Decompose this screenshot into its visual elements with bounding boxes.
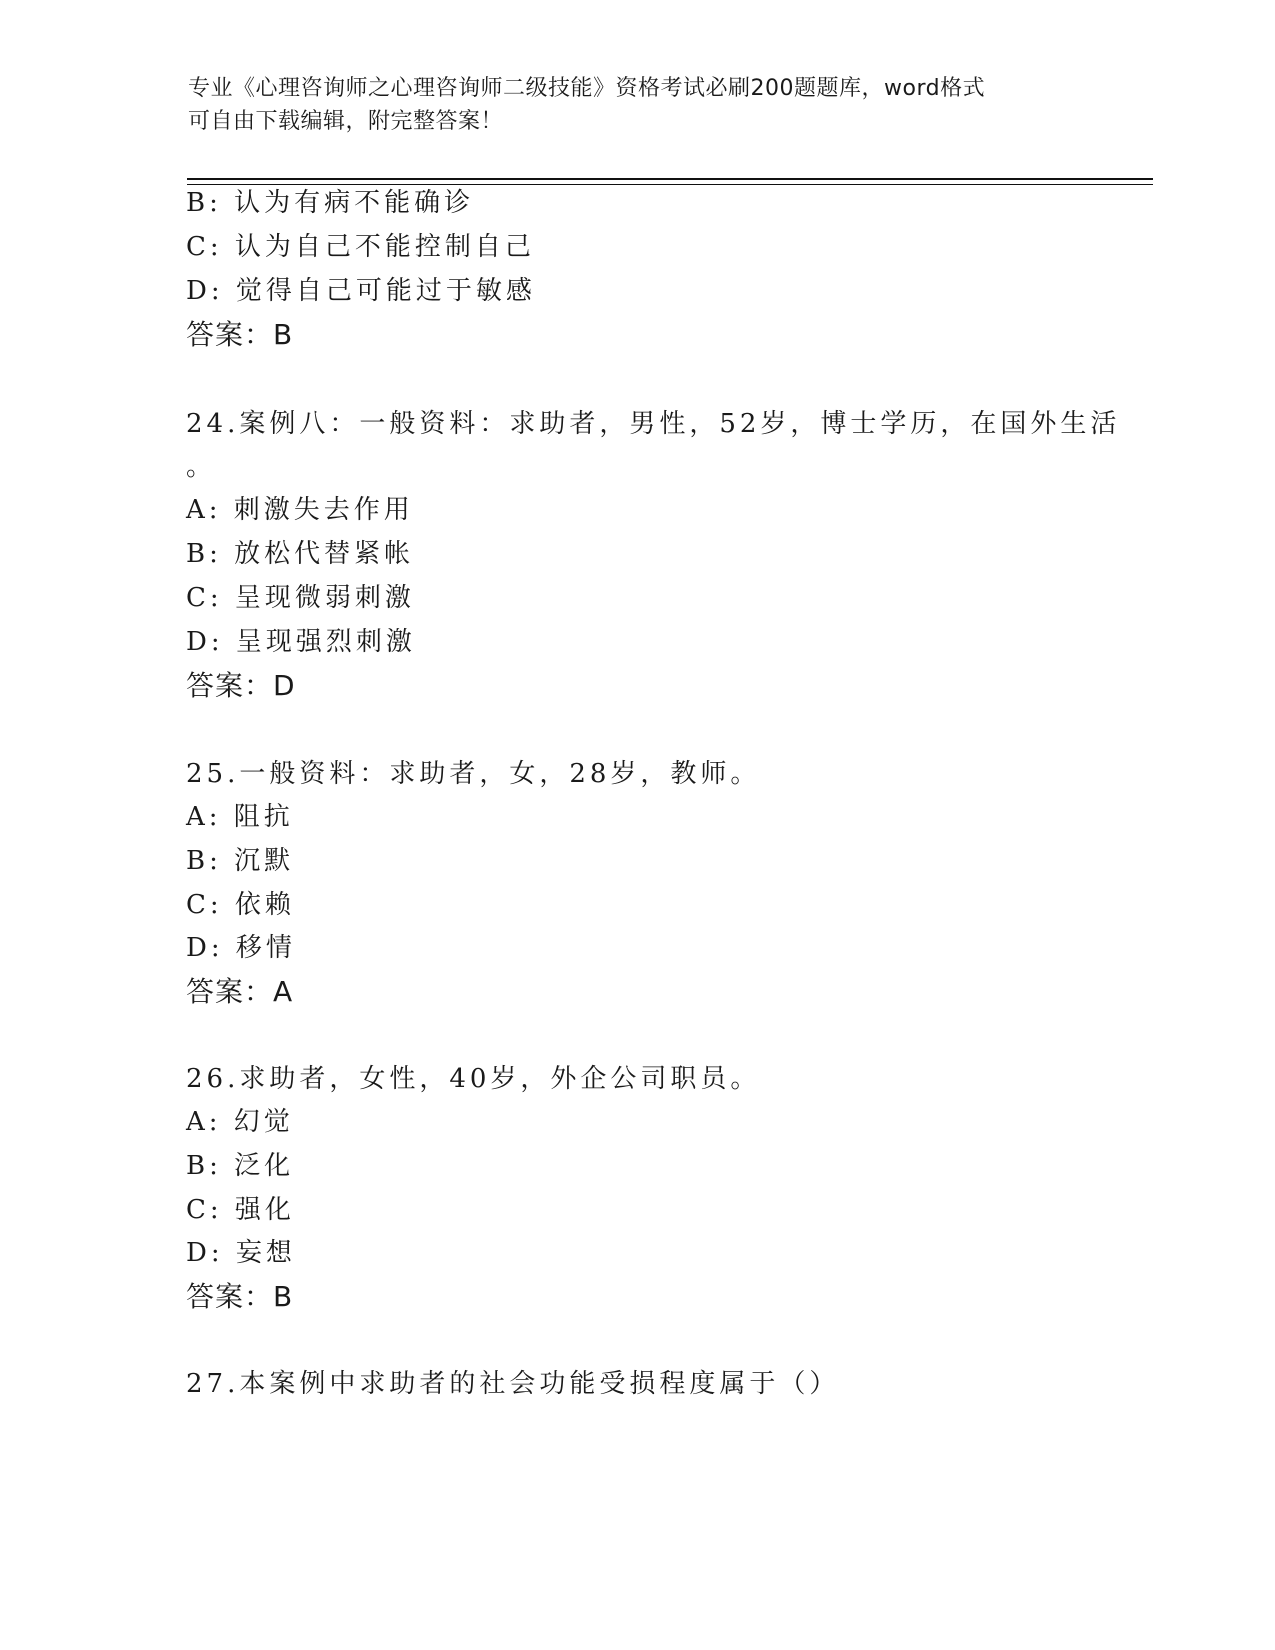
q24-answer: 答案：D — [186, 669, 296, 702]
document-header — [188, 72, 1088, 138]
q25-option-c: C: 依赖 — [186, 890, 295, 920]
q24-option-c: C: 呈现微弱刺激 — [186, 583, 415, 613]
q26-stem: 26.求助者，女性，40岁，外企公司职员。 — [186, 1064, 761, 1094]
q26-option-c: C: 强化 — [186, 1195, 295, 1225]
q24-option-b: B: 放松代替紧帐 — [186, 539, 415, 569]
header-divider-thin — [187, 184, 1153, 185]
q25-option-a: A: 阻抗 — [186, 802, 294, 832]
q25-option-b: B: 沉默 — [186, 846, 295, 876]
header-divider-thick — [187, 178, 1153, 180]
q25-answer: 答案：A — [186, 975, 294, 1008]
q26-option-d: D: 妄想 — [186, 1238, 296, 1268]
q26-option-a: A: 幻觉 — [186, 1107, 294, 1137]
q24-option-d: D: 呈现强烈刺激 — [186, 627, 416, 657]
q23-answer: 答案：B — [186, 318, 294, 351]
header-line-2: 可自由下载编辑，附完整答案！ — [188, 109, 504, 134]
q26-option-b: B: 泛化 — [186, 1151, 295, 1181]
q24-option-a: A: 刺激失去作用 — [186, 495, 414, 525]
q23-option-b: B: 认为有病不能确诊 — [186, 188, 475, 218]
q25-stem: 25.一般资料：求助者，女，28岁，教师。 — [186, 759, 761, 789]
header-line-1: 专业《心理咨询师之心理咨询师二级技能》资格考试必刷200题题库，word格式 — [188, 76, 986, 101]
q24-stem-continuation: 。 — [186, 452, 217, 482]
q27-stem: 27.本案例中求助者的社会功能受损程度属于（） — [186, 1369, 840, 1399]
q25-option-d: D: 移情 — [186, 933, 296, 963]
q26-answer: 答案：B — [186, 1280, 294, 1313]
q23-option-d: D: 觉得自己可能过于敏感 — [186, 276, 536, 306]
q23-option-c: C: 认为自己不能控制自己 — [186, 232, 535, 262]
q24-stem: 24.案例八：一般资料：求助者，男性，52岁，博士学历，在国外生活 — [186, 409, 1121, 439]
